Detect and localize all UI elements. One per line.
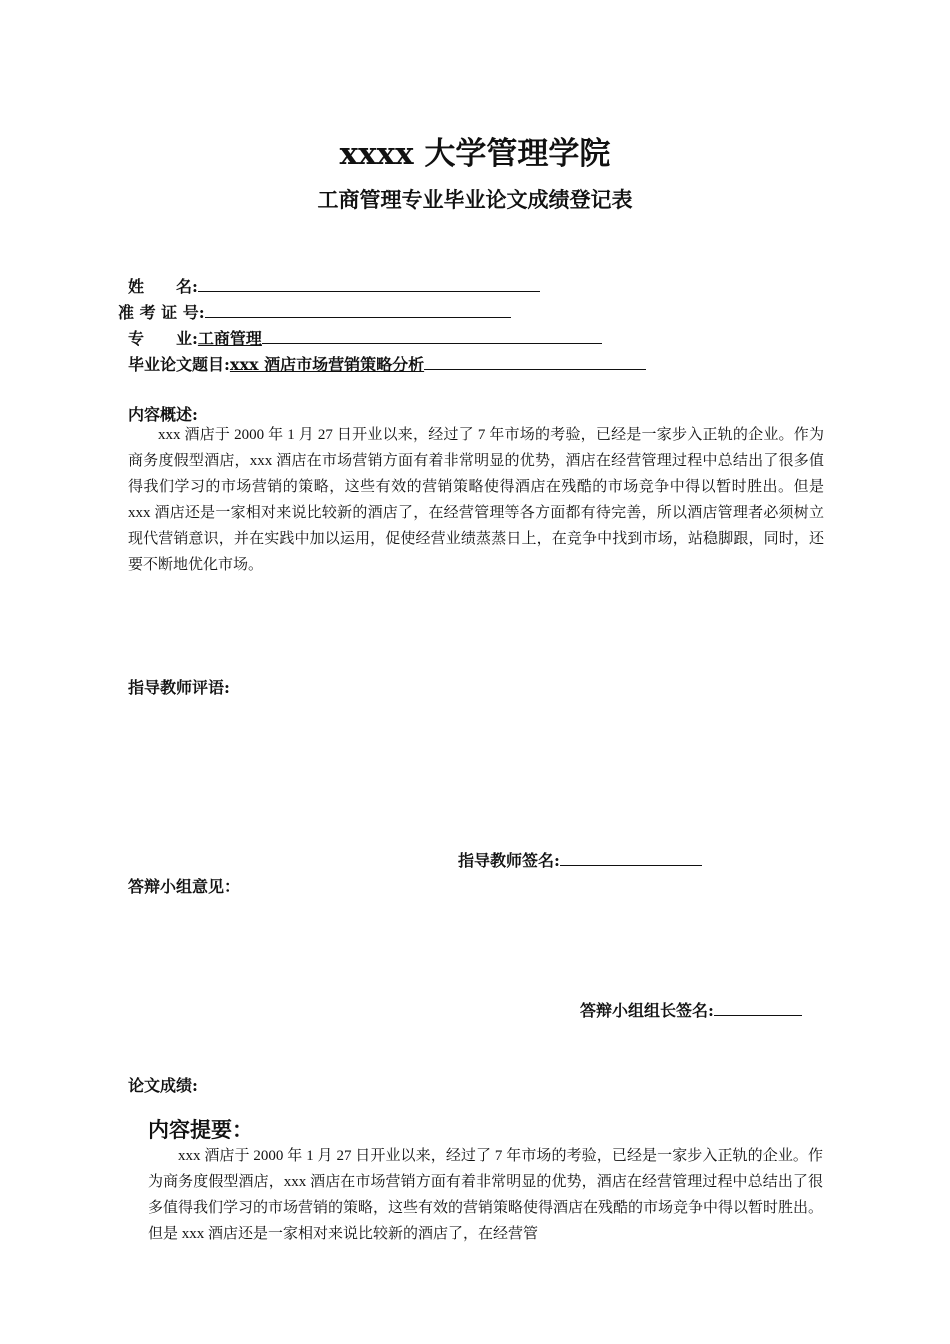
form-title: 工商管理专业毕业论文成绩登记表 bbox=[317, 187, 633, 212]
defense-signature-blank[interactable] bbox=[714, 1001, 802, 1016]
major-value: 工商管理 bbox=[197, 329, 262, 348]
name-blank[interactable] bbox=[198, 277, 540, 292]
grade-heading: 论文成绩: bbox=[128, 1076, 198, 1095]
defense-opinion-heading: 答辩小组意见： bbox=[128, 877, 241, 896]
thesis-title-blank[interactable] bbox=[424, 355, 646, 370]
exam-id-field bbox=[118, 300, 511, 323]
major-field bbox=[128, 326, 602, 349]
abstract-text: xxx 酒店于 2000 年 1 月 27 日开业以来，经过了 7 年市场的考验，已经是一家步入正轨的企业。作为商务度假型酒店，xxx 酒店在市场营销方面有着非常明显的优势，酒店在经营管理过程中总结出了很多值得我们学习的市场营销的策略，这些有效的营销策略使得酒店在残酷的市场竞争中得以暂时胜出。但是 xxx 酒店还是一家相对来说比较新的酒店了，在经营管 bbox=[148, 1148, 824, 1242]
defense-signature-label: 答辩小组组长签名: bbox=[580, 1001, 714, 1020]
thesis-title-field bbox=[128, 352, 646, 375]
name-field bbox=[128, 274, 540, 297]
major-label: 专 业: bbox=[128, 329, 198, 348]
thesis-title-label: 毕业论文题目: bbox=[128, 355, 230, 374]
summary-heading: 内容概述: bbox=[128, 405, 198, 424]
thesis-title-value: xxx 酒店市场营销策略分析 bbox=[229, 355, 425, 374]
major-blank[interactable] bbox=[262, 329, 602, 344]
name-label: 姓 名: bbox=[128, 277, 198, 296]
exam-id-label: 准 考 证 号: bbox=[118, 303, 205, 322]
advisor-signature-blank[interactable] bbox=[560, 851, 702, 866]
defense-leader-signature bbox=[580, 998, 802, 1021]
university-title: xxxx 大学管理学院 bbox=[339, 136, 611, 172]
exam-id-blank[interactable] bbox=[205, 303, 511, 318]
advisor-signature bbox=[458, 848, 702, 871]
advisor-signature-label: 指导教师签名: bbox=[458, 851, 560, 870]
advisor-comment-heading: 指导教师评语: bbox=[128, 678, 230, 697]
abstract-heading: 内容提要： bbox=[148, 1117, 253, 1142]
summary-text: xxx 酒店于 2000 年 1 月 27 日开业以来，经过了 7 年市场的考验，已经是一家步入正轨的企业。作为商务度假型酒店，xxx 酒店在市场营销方面有着非常明显的优势，酒店在经营管理过程中总结出了很多值得我们学习的市场营销的策略，这些有效的营销策略使得酒店在残酷的市场竞争中得以暂时胜出。但是 xxx 酒店还是一家相对来说比较新的酒店了，在经营管理等各方面都有待完善，所以酒店管理者必须树立现代营销意识，并在实践中加以运用，促使经营业绩蒸蒸日上，在竞争中找到市场，站稳脚跟，同时，还要不断地优化市场。 bbox=[128, 427, 824, 573]
